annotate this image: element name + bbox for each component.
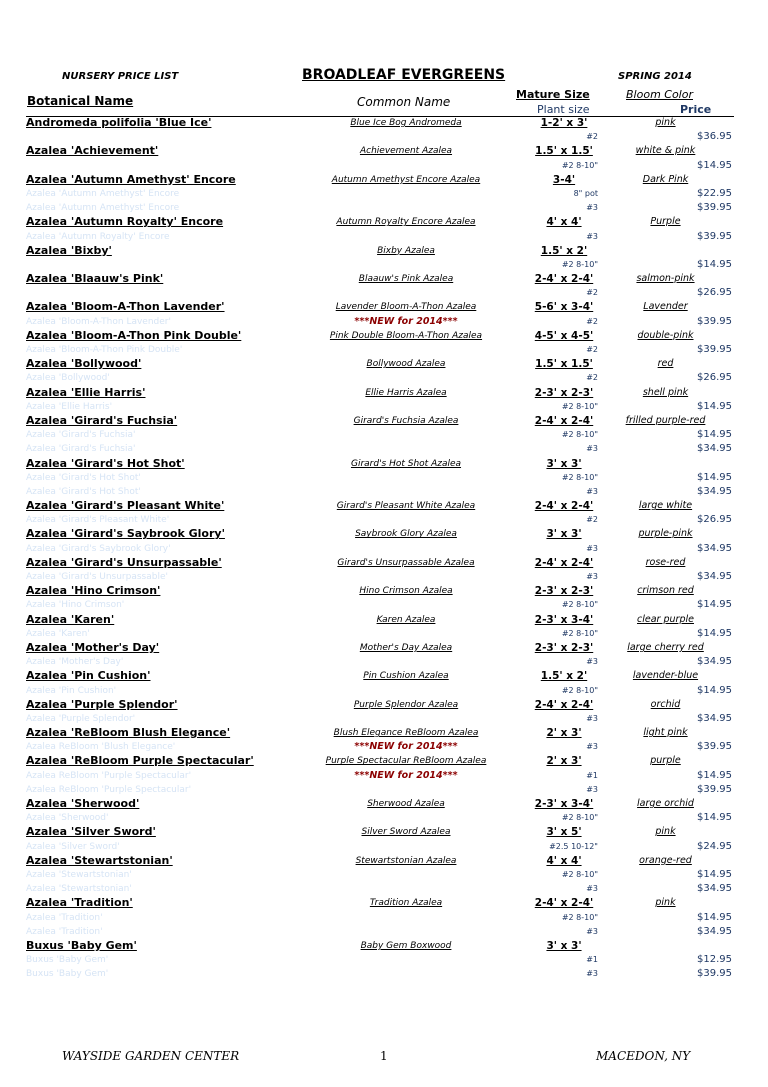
botanical-name: Azalea 'Girard's Unsurpassable' — [26, 555, 222, 569]
table-row — [0, 371, 768, 385]
botanical-name-faint: Azalea 'Tradition' — [26, 912, 103, 923]
botanical-name: Azalea 'Blaauw's Pink' — [26, 272, 164, 286]
common-name: Tradition Azalea — [369, 898, 443, 909]
price: $34.95 — [697, 712, 732, 724]
botanical-name: Azalea 'Karen' — [26, 612, 115, 626]
table-row — [0, 513, 768, 527]
table-row — [0, 414, 768, 428]
botanical-name-faint: Azalea 'Girard's Fuchsia' — [26, 444, 136, 455]
plant-size: #3 — [586, 543, 598, 553]
table-row — [0, 712, 768, 726]
bloom-color: large cherry red — [627, 641, 704, 653]
common-name: Girard's Pleasant White Azalea — [336, 501, 476, 512]
botanical-name-faint: Azalea 'Autumn Amethyst' Encore — [26, 203, 180, 214]
common-name: Pink Double Bloom-A-Thon Azalea — [329, 330, 483, 341]
price: $39.95 — [697, 344, 732, 355]
botanical-name: Azalea 'Girard's Fuchsia' — [26, 413, 178, 427]
table-row — [0, 144, 768, 158]
table-row — [0, 754, 768, 768]
table-row — [0, 896, 768, 910]
table-row — [0, 698, 768, 712]
table-row — [0, 357, 768, 371]
price: $26.95 — [697, 372, 732, 384]
table-row — [0, 400, 768, 414]
table-row — [0, 669, 768, 683]
plant-size: #3 — [586, 231, 598, 241]
mature-size: 1.5' x 1.5' — [535, 358, 593, 371]
table-row — [0, 428, 768, 442]
table-row — [0, 655, 768, 669]
plant-size: #3 — [586, 969, 598, 979]
price: $14.95 — [697, 868, 732, 880]
common-name: Blaauw's Pink Azalea — [358, 274, 454, 285]
common-name: Stewartstonian Azalea — [355, 855, 457, 866]
table-row — [0, 840, 768, 854]
bloom-color: pink — [655, 826, 676, 838]
price: $24.95 — [697, 840, 732, 852]
common-name: Blush Elegance ReBloom Azalea — [333, 728, 479, 739]
plant-size: #3 — [586, 444, 598, 454]
mature-size: 1.5' x 2' — [540, 670, 588, 683]
bloom-color: double-pink — [637, 329, 694, 341]
table-row — [0, 769, 768, 783]
botanical-name: Azalea 'Purple Splendor' — [26, 697, 178, 711]
price: $14.95 — [697, 812, 732, 824]
botanical-name: Andromeda polifolia 'Blue Ice' — [26, 116, 212, 129]
botanical-name: Azalea 'Bollywood' — [26, 357, 142, 371]
common-name: Silver Sword Azalea — [361, 827, 451, 838]
plant-size: #2 — [586, 316, 598, 326]
footer-location: MACEDON, NY — [596, 1049, 691, 1063]
plant-size: 8" pot — [573, 188, 598, 198]
common-name: Bixby Azalea — [377, 245, 435, 256]
price: $26.95 — [697, 287, 732, 299]
table-row — [0, 556, 768, 570]
new-item-badge: ***NEW for 2014*** — [354, 315, 458, 327]
botanical-name-faint: Buxus 'Baby Gem' — [26, 969, 109, 980]
plant-size: #2 — [586, 515, 598, 525]
botanical-name: Azalea 'Hino Crimson' — [26, 584, 161, 598]
common-name: Purple Spectacular ReBloom Azalea — [325, 756, 487, 767]
plant-size: #2 8-10" — [561, 160, 598, 170]
mature-size: 2-3' x 2-3' — [534, 386, 594, 399]
col-header-mature-size: Mature Size — [516, 88, 590, 101]
table-row — [0, 201, 768, 215]
bloom-color: pink — [655, 117, 676, 128]
plant-size: #3 — [586, 784, 598, 794]
mature-size: 4-5' x 4-5' — [534, 329, 594, 342]
botanical-name: Azalea 'Tradition' — [26, 896, 133, 910]
botanical-name: Azalea 'Bloom-A-Thon Pink Double' — [26, 328, 242, 342]
plant-size: #2 8-10" — [561, 912, 598, 922]
botanical-name-faint: Azalea 'Pin Cushion' — [26, 685, 117, 696]
category-title: BROADLEAF EVERGREENS — [302, 67, 506, 83]
table-row — [0, 825, 768, 839]
table-row — [0, 740, 768, 754]
mature-size: 2-3' x 2-3' — [534, 585, 594, 598]
botanical-name-faint: Azalea 'Girard's Fuchsia' — [26, 430, 136, 441]
plant-size: #2 8-10" — [561, 472, 598, 482]
price: $26.95 — [697, 514, 732, 526]
botanical-name-faint: Azalea ReBloom 'Blush Elegance' — [26, 742, 176, 753]
botanical-name: Buxus 'Baby Gem' — [26, 938, 137, 952]
table-row — [0, 641, 768, 655]
bloom-color: frilled purple-red — [625, 414, 706, 426]
table-row — [0, 797, 768, 811]
mature-size: 2-3' x 2-3' — [534, 641, 594, 654]
table-row — [0, 457, 768, 471]
mature-size: 2-4' x 2-4' — [534, 897, 594, 910]
common-name: Autumn Royalty Encore Azalea — [336, 217, 476, 228]
price: $34.95 — [697, 542, 732, 554]
bloom-color: purple-pink — [638, 528, 693, 540]
common-name: Blue Ice Bog Andromeda — [350, 118, 462, 128]
table-row — [0, 939, 768, 953]
table-row — [0, 272, 768, 286]
botanical-name-faint: Azalea 'Sherwood' — [26, 813, 109, 824]
common-name: Saybrook Glory Azalea — [355, 529, 457, 540]
plant-size: #3 — [586, 926, 598, 936]
table-row — [0, 343, 768, 357]
col-header-price: Price — [680, 103, 712, 116]
price: $14.95 — [697, 769, 732, 781]
botanical-name-faint: Azalea 'Girard's Saybrook Glory' — [26, 543, 171, 554]
botanical-name-faint: Azalea 'Silver Sword' — [26, 841, 120, 852]
table-row — [0, 911, 768, 925]
botanical-name-faint: Azalea 'Girard's Pleasant White' — [26, 515, 170, 526]
table-row — [0, 882, 768, 896]
price: $14.95 — [697, 471, 732, 483]
footer-page-number: 1 — [380, 1049, 388, 1063]
table-row — [0, 584, 768, 598]
price-table — [0, 116, 768, 981]
table-row — [0, 187, 768, 201]
bloom-color: red — [657, 358, 674, 370]
table-row — [0, 684, 768, 698]
table-row — [0, 258, 768, 272]
botanical-name-faint: Azalea 'Hino Crimson' — [26, 600, 125, 611]
common-name: Purple Splendor Azalea — [353, 699, 459, 710]
plant-size: #2 8-10" — [561, 628, 598, 638]
plant-size: #2 8-10" — [561, 401, 598, 411]
table-row — [0, 854, 768, 868]
mature-size: 2-3' x 3-4' — [534, 798, 594, 810]
common-name: Mother's Day Azalea — [359, 642, 453, 653]
botanical-name: Azalea 'Pin Cushion' — [26, 669, 151, 683]
common-name: Autumn Amethyst Encore Azalea — [331, 174, 481, 185]
bloom-color: clear purple — [637, 613, 694, 625]
col-header-bloom-color: Bloom Color — [626, 88, 693, 101]
table-row — [0, 116, 768, 130]
table-row — [0, 159, 768, 173]
botanical-name: Azalea 'ReBloom Blush Elegance' — [26, 726, 231, 740]
table-row — [0, 130, 768, 144]
bloom-color: rose-red — [645, 556, 686, 568]
price-list-title: NURSERY PRICE LIST — [62, 71, 179, 82]
mature-size: 2-4' x 2-4' — [534, 556, 594, 569]
plant-size: #2 8-10" — [561, 869, 598, 879]
common-name: Bollywood Azalea — [366, 359, 446, 370]
common-name: Pin Cushion Azalea — [363, 671, 449, 682]
bloom-color: salmon-pink — [636, 273, 695, 285]
new-item-badge: ***NEW for 2014*** — [354, 769, 458, 781]
plant-size: #2 8-10" — [561, 813, 598, 823]
plant-size: #2 8-10" — [561, 685, 598, 695]
botanical-name: Azalea 'Autumn Amethyst' Encore — [26, 172, 236, 186]
price: $34.95 — [697, 883, 732, 895]
botanical-name: Azalea 'Girard's Saybrook Glory' — [26, 527, 225, 541]
botanical-name-faint: Azalea 'Mother's Day' — [26, 657, 124, 668]
plant-size: #1 — [586, 955, 598, 965]
plant-size: #3 — [586, 203, 598, 213]
price: $14.95 — [697, 599, 732, 611]
table-row — [0, 527, 768, 541]
bloom-color: Dark Pink — [642, 173, 689, 185]
common-name: Karen Azalea — [376, 614, 436, 625]
table-row — [0, 485, 768, 499]
mature-size: 1-2' x 3' — [540, 117, 588, 129]
new-item-badge: ***NEW for 2014*** — [354, 741, 458, 753]
plant-size: #2 — [586, 373, 598, 383]
price: $39.95 — [697, 741, 732, 753]
botanical-name-faint: Azalea 'Autumn Amethyst' Encore — [26, 188, 180, 199]
table-row — [0, 570, 768, 584]
plant-size: #1 — [586, 770, 598, 780]
table-row — [0, 925, 768, 939]
col-header-botanical: Botanical Name — [27, 94, 134, 108]
table-row — [0, 315, 768, 329]
price: $39.95 — [697, 315, 732, 327]
table-row — [0, 598, 768, 612]
mature-size: 2' x 3' — [546, 727, 582, 740]
common-name: Girard's Hot Shot Azalea — [350, 458, 462, 469]
price: $14.95 — [697, 911, 732, 923]
common-name: Hino Crimson Azalea — [359, 586, 453, 597]
botanical-name: Azalea 'Mother's Day' — [26, 640, 160, 654]
plant-size: #3 — [586, 884, 598, 894]
bloom-color: light pink — [643, 727, 688, 739]
botanical-name-faint: Azalea 'Bollywood' — [26, 373, 110, 384]
table-row — [0, 286, 768, 300]
table-row — [0, 386, 768, 400]
mature-size: 1.5' x 1.5' — [535, 145, 593, 158]
mature-size: 1.5' x 2' — [540, 244, 588, 257]
plant-size: #2.5 10-12" — [549, 841, 598, 851]
mature-size: 3' x 3' — [546, 457, 582, 470]
bloom-color: orchid — [650, 698, 681, 710]
table-row — [0, 542, 768, 556]
mature-size: 2-3' x 3-4' — [534, 613, 594, 626]
botanical-name-faint: Azalea 'Bloom-A-Thon Lavender' — [26, 316, 171, 327]
table-row — [0, 173, 768, 187]
table-row — [0, 471, 768, 485]
common-name: Sherwood Azalea — [367, 799, 445, 809]
mature-size: 2-4' x 2-4' — [534, 273, 594, 286]
bloom-color: white & pink — [635, 145, 696, 157]
mature-size: 2-4' x 2-4' — [534, 500, 594, 513]
common-name: Ellie Harris Azalea — [365, 387, 447, 398]
botanical-name: Azalea 'Bloom-A-Thon Lavender' — [26, 300, 225, 314]
plant-size: #3 — [586, 742, 598, 752]
botanical-name-faint: Azalea 'Karen' — [26, 628, 90, 639]
price: $39.95 — [697, 202, 732, 214]
mature-size: 3-4' — [552, 173, 576, 186]
price: $34.95 — [697, 443, 732, 455]
common-name: Girard's Fuchsia Azalea — [353, 415, 459, 426]
botanical-name: Azalea 'ReBloom Purple Spectacular' — [26, 754, 254, 768]
botanical-name-faint: Azalea 'Purple Splendor' — [26, 713, 136, 724]
table-row — [0, 244, 768, 258]
botanical-name-faint: Azalea ReBloom 'Purple Spectacular' — [26, 784, 192, 795]
bloom-color: purple — [650, 755, 681, 767]
table-row — [0, 230, 768, 244]
mature-size: 3' x 3' — [546, 939, 582, 952]
plant-size: #3 — [586, 486, 598, 496]
botanical-name-faint: Azalea 'Stewartstonian' — [26, 869, 132, 880]
common-name: Lavender Bloom-A-Thon Azalea — [335, 302, 477, 313]
mature-size: 2' x 3' — [546, 755, 582, 768]
price: $22.95 — [697, 187, 732, 199]
bloom-color: pink — [655, 897, 676, 909]
price: $14.95 — [697, 159, 732, 171]
plant-size: #3 — [586, 572, 598, 581]
botanical-name: Azalea 'Stewartstonian' — [26, 853, 173, 867]
col-header-common: Common Name — [357, 95, 451, 109]
table-row — [0, 967, 768, 981]
plant-size: #2 — [586, 288, 598, 298]
mature-size: 2-4' x 2-4' — [534, 698, 594, 711]
plant-size: #3 — [586, 657, 598, 667]
botanical-name: Azalea 'Bixby' — [26, 243, 112, 257]
bloom-color: crimson red — [637, 585, 694, 597]
table-row — [0, 783, 768, 797]
common-name: Baby Gem Boxwood — [360, 940, 452, 951]
bloom-color: shell pink — [642, 386, 689, 398]
price: $14.95 — [697, 684, 732, 696]
botanical-name-faint: Azalea 'Tradition' — [26, 926, 103, 937]
table-row — [0, 726, 768, 740]
common-name: Achievement Azalea — [359, 146, 453, 157]
botanical-name-faint: Azalea 'Stewartstonian' — [26, 884, 132, 895]
botanical-name: Azalea 'Achievement' — [26, 144, 159, 158]
table-row — [0, 627, 768, 641]
price: $36.95 — [697, 131, 732, 143]
plant-size: #2 8-10" — [561, 600, 598, 610]
botanical-name: Azalea 'Ellie Harris' — [26, 385, 146, 399]
mature-size: 5-6' x 3-4' — [534, 301, 594, 314]
botanical-name-faint: Buxus 'Baby Gem' — [26, 955, 109, 966]
table-row — [0, 613, 768, 627]
botanical-name-faint: Azalea 'Bloom-A-Thon Pink Double' — [26, 345, 183, 355]
price: $14.95 — [697, 400, 732, 412]
botanical-name-faint: Azalea 'Girard's Hot Shot' — [26, 472, 141, 483]
table-row — [0, 953, 768, 967]
bloom-color: orange-red — [639, 854, 692, 866]
table-row — [0, 215, 768, 229]
table-row — [0, 868, 768, 882]
season-label: SPRING 2014 — [618, 71, 692, 82]
price: $39.95 — [697, 230, 732, 242]
table-row — [0, 499, 768, 513]
price: $39.95 — [697, 968, 732, 980]
col-header-plant-size: Plant size — [537, 103, 590, 116]
bloom-color: Purple — [650, 216, 681, 228]
mature-size: 2-4' x 2-4' — [534, 414, 594, 427]
mature-size: 3' x 3' — [546, 528, 582, 541]
plant-size: #2 — [586, 345, 598, 354]
botanical-name-faint: Azalea ReBloom 'Purple Spectacular' — [26, 770, 192, 781]
bloom-color: large white — [638, 500, 693, 512]
common-name: Girard's Unsurpassable Azalea — [337, 557, 475, 568]
botanical-name-faint: Azalea 'Autumn Royalty' Encore — [26, 231, 170, 242]
plant-size: #2 — [586, 132, 598, 142]
botanical-name-faint: Azalea 'Girard's Hot Shot' — [26, 486, 141, 497]
bloom-color: lavender-blue — [632, 670, 699, 682]
price: $14.95 — [697, 627, 732, 639]
price: $39.95 — [697, 783, 732, 795]
mature-size: 4' x 4' — [546, 854, 582, 867]
botanical-name: Azalea 'Silver Sword' — [26, 825, 156, 839]
botanical-name: Azalea 'Sherwood' — [26, 797, 140, 810]
price: $34.95 — [697, 925, 732, 937]
botanical-name: Azalea 'Autumn Royalty' Encore — [26, 215, 224, 229]
botanical-name: Azalea 'Girard's Hot Shot' — [26, 456, 185, 470]
table-row — [0, 329, 768, 343]
table-row — [0, 442, 768, 456]
bloom-color: large orchid — [637, 798, 694, 809]
botanical-name-faint: Azalea 'Girard's Unsurpassable' — [26, 572, 168, 582]
table-row — [0, 300, 768, 314]
price: $12.95 — [697, 954, 732, 966]
botanical-name: Azalea 'Girard's Pleasant White' — [26, 499, 225, 513]
botanical-name-faint: Azalea 'Ellie Harris' — [26, 401, 113, 412]
plant-size: #3 — [586, 713, 598, 723]
table-row — [0, 811, 768, 825]
plant-size: #2 8-10" — [561, 259, 598, 269]
price: $34.95 — [697, 485, 732, 497]
footer-company: WAYSIDE GARDEN CENTER — [62, 1049, 240, 1063]
price: $34.95 — [697, 571, 732, 582]
price: $34.95 — [697, 656, 732, 668]
price: $14.95 — [697, 258, 732, 270]
mature-size: 3' x 5' — [546, 826, 582, 839]
bloom-color: Lavender — [643, 301, 688, 313]
plant-size: #2 8-10" — [561, 430, 598, 440]
price: $14.95 — [697, 429, 732, 441]
mature-size: 4' x 4' — [546, 216, 582, 229]
